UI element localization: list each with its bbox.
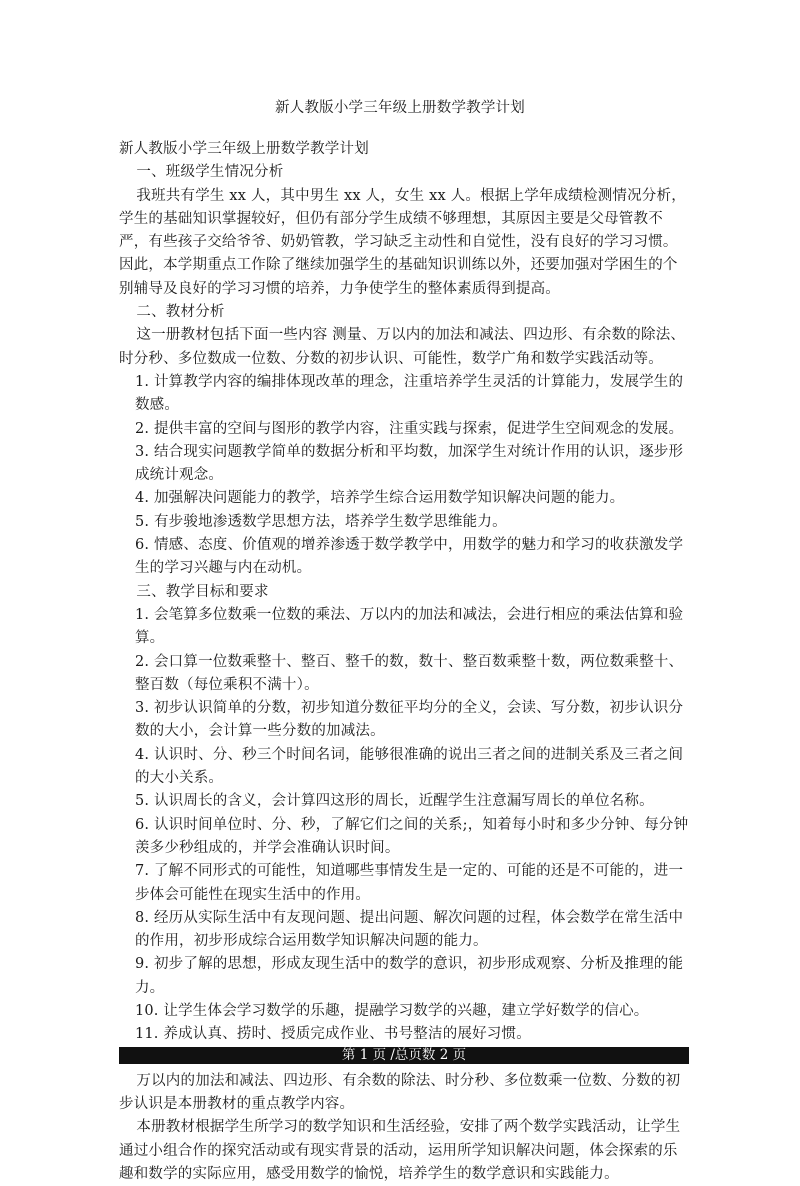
list-item: 11. 养成认真、捞时、授质完成作业、书号整洁的展好习惯。 <box>134 1026 531 1043</box>
list-item: 9. 初步了解的思想，形成友现生活中的数学的意识，初步形成观察、分析及推理的能力。 <box>134 956 684 996</box>
list-item: 7. 了解不同形式的可能性，知道哪些事情发生是一定的、可能的还是不可能的，进一步体会可能性在现实生活中的作用。 <box>134 863 684 903</box>
page-footer: 第 1 页 /总页数 2 页 <box>119 1047 689 1064</box>
list-item: 1. 会笔算多位数乘一位数的乘法、万以内的加法和减法，会进行相应的乘法估算和验算。 <box>134 606 684 647</box>
list-item: 4. 加强解决问题能力的教学，培养学生综合运用数学知识解决问题的能力。 <box>134 490 625 507</box>
section-heading: 二、教材分析 <box>136 304 225 321</box>
list-item: 4. 认识时、分、秒三个时间名词，能够很准确的说出三者之间的进制关系及三者之间的大小关系。 <box>134 746 684 787</box>
list-item: 5. 认识周长的含义，会计算四这形的周长，近醒学生注意漏写周长的单位名称。 <box>134 793 654 810</box>
list-item: 10. 让学生体会学习数学的乐趣，提融学习数学的兴趣，建立学好数学的信心。 <box>134 1002 649 1019</box>
list-item: 6. 认识时间单位时、分、秒，了解它们之间的关系;，知着每小时和多少分钟、每分钟羡多少秒组成的，并学会准确认识时间。 <box>134 816 689 856</box>
list-item: 5. 有步骏地渗透数学思想方法，塔养学生数学思维能力。 <box>134 513 507 530</box>
list-item: 6. 情感、态度、价值观的增养渗透于数学教学中，用数学的魅力和学习的收获激发学生的学习兴趣与内在动机。 <box>134 537 684 577</box>
document-subtitle: 新人教版小学三年级上册数学教学计划 <box>119 141 369 157</box>
list-item: 3. 结合现实问题教学简单的数据分析和平均数，加深学生对统计作用的认识，逐步形成统计观念。 <box>134 443 684 484</box>
list-item: 2. 会口算一位数乘整十、整百、整千的数，数十、整百数乘整十数，两位数乘整十、整百数（每位乘积不满十）。 <box>134 653 684 693</box>
paragraph: 本册教材根据学生所学习的数学知识和生活经验，安排了两个数学实践活动，让学生通过小组合作的探究活动或有现实背景的活动，运用所学知识解决问题，体会探索的乐趣和数学的实际应用，感受用数学的愉悦，培养学生的数学意识和实践能力。 <box>119 1119 681 1183</box>
list-item: 3. 初步认识简单的分数，初步知道分数征平均分的全义，会读、写分数，初步认识分数的大小，会计算一些分数的加减法。 <box>134 700 684 740</box>
list-item: 2. 提供丰富的空间与图形的教学内容，注重实践与探索，促进学生空间观念的发展。 <box>134 420 684 437</box>
paragraph: 这一册教材包括下面一些内容 测量、万以内的加法和减法、四边形、有余数的除法、时分秒、多位数成一位数、分数的初步认识、可能性，数学广角和数学实践活动等。 <box>119 327 686 367</box>
section-heading: 三、教学目标和要求 <box>136 583 269 600</box>
document-title: 新人教版小学三年级上册数学教学计划 <box>275 100 525 116</box>
document-body <box>119 138 689 1186</box>
section-heading: 一、班级学生情况分析 <box>136 164 284 181</box>
paragraph: 万以内的加法和减法、四边形、有余数的除法、时分秒、多位数乘一位数、分数的初步认识是本册教材的重点教学内容。 <box>119 1072 681 1113</box>
paragraph: 我班共有学生 xx 人，其中男生 xx 人，女生 xx 人。根据上学年成绩检测情况分析，学生的基础知识掌握较好，但仍有部分学生成绩不够理想，其原因主要是父母管教不严，有些孩子交给爷爷、奶奶管教，学习缺乏主动性和自觉性，没有良好的学习习惯。因此，本学期重点工作除了继续加强学生的基础知识训练以外，还要加强对学困生的个别辅导及良好的学习习惯的培养，力争使学生的整体素质得到提高。 <box>119 187 686 297</box>
list-item: 1. 计算教学内容的编排体现改革的理念，注重培养学生灵活的计算能力，发展学生的数感。 <box>134 373 684 414</box>
list-item: 8. 经历从实际生活中有友现问题、提出问题、解次问题的过程，体会数学在常生活中的作用，初步形成综合运用数学知识解决问题的能力。 <box>134 909 684 950</box>
